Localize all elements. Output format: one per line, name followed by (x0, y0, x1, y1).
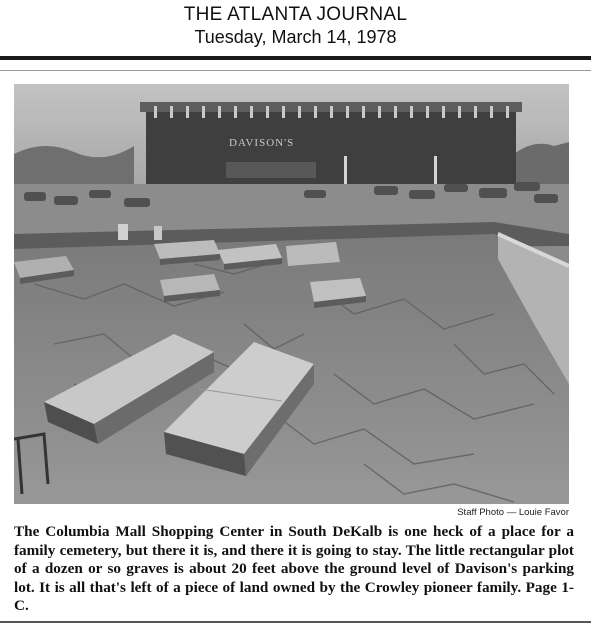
photo-illustration (14, 84, 569, 504)
cemetery-photo (14, 84, 569, 504)
masthead-rule (0, 56, 591, 60)
masthead (0, 4, 591, 48)
photo-caption: The Columbia Mall Shopping Center in South DeKalb is one heck of a place for a family cemetery, but there it is, and there it is going to stay. The little rectangular plot of a dozen or so graves is about 20 feet above the ground level of Davison's parking lot. It is all that's left of a piece of land owned by the Crowley pioneer family. Page 1-C. (14, 523, 574, 614)
newspaper-name: THE ATLANTA JOURNAL (183, 4, 408, 25)
publication-date: Tuesday, March 14, 1978 (194, 27, 397, 47)
bottom-rule (0, 621, 591, 623)
photo-credit: Staff Photo — Louie Favor (457, 507, 569, 518)
storefront-sign: DAVISON'S (229, 137, 295, 149)
masthead-thin-rule (0, 70, 591, 71)
